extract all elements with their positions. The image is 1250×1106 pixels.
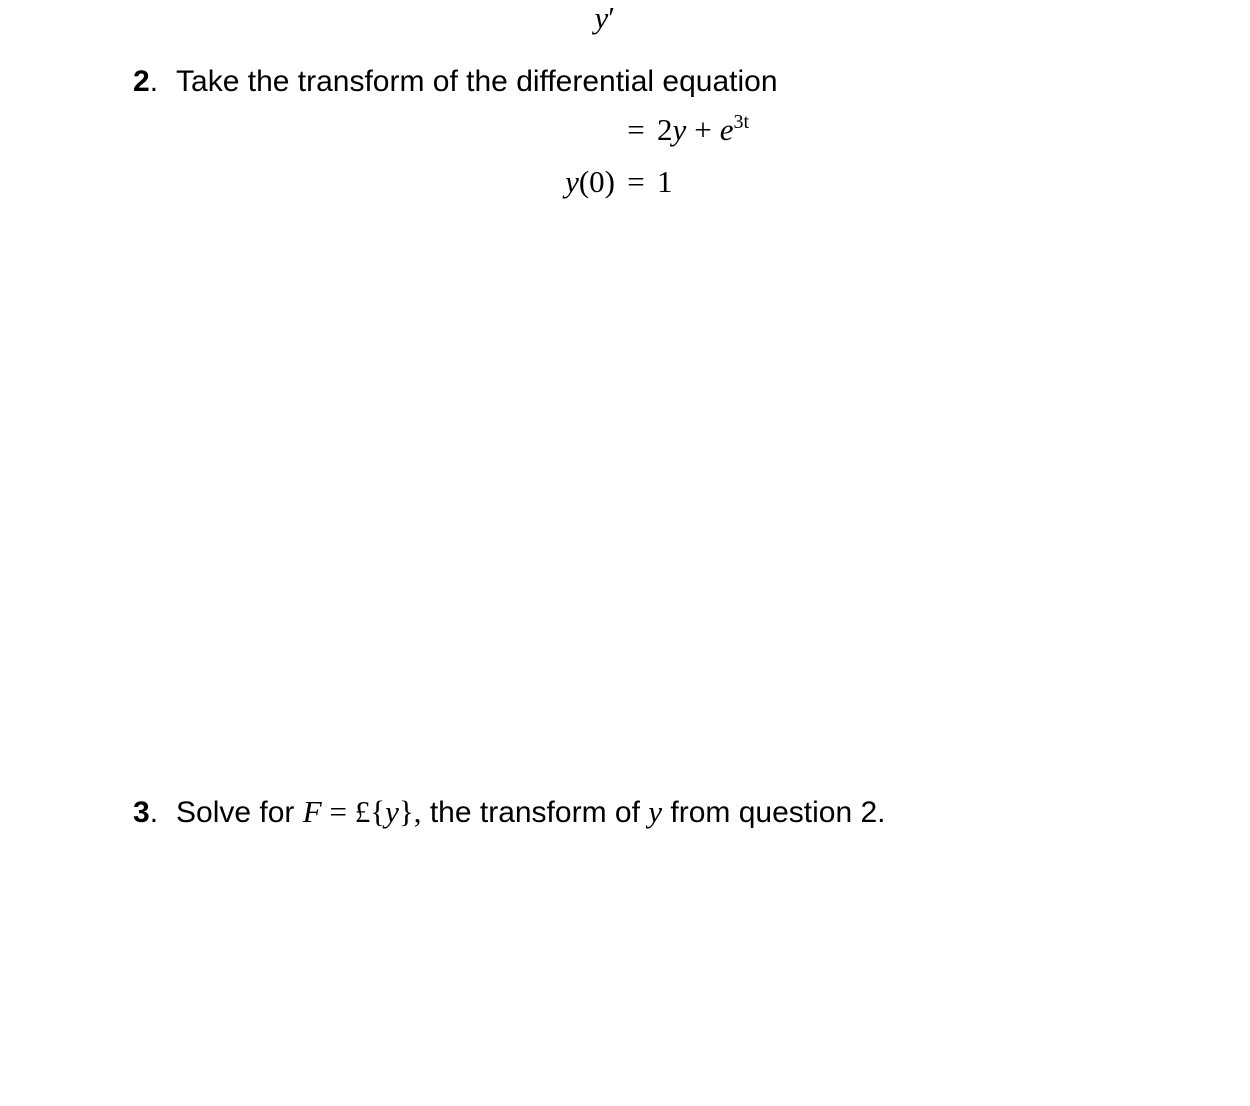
question-text: Take the transform of the differential equation bbox=[176, 65, 778, 98]
question-text-after: from question 2. bbox=[670, 796, 886, 829]
laplace-open: £{ bbox=[354, 794, 386, 829]
inline-math bbox=[648, 794, 662, 829]
var-y: y bbox=[385, 794, 399, 829]
equation-rhs bbox=[657, 164, 673, 200]
question-number-dot: . bbox=[149, 65, 159, 98]
question-2-prompt bbox=[133, 64, 778, 100]
var-y: y bbox=[594, 0, 609, 35]
question-text-middle: the transform of bbox=[429, 796, 640, 829]
transform-expression bbox=[303, 794, 422, 829]
var-y: y bbox=[648, 794, 663, 829]
lhs-rest: (0) bbox=[578, 164, 615, 199]
brace-close: }, bbox=[398, 794, 422, 829]
question-number: 3 bbox=[133, 796, 150, 829]
equals-sign: = bbox=[627, 112, 645, 147]
var-y: y bbox=[565, 164, 579, 199]
equation-lhs bbox=[455, 0, 615, 36]
equation-lhs bbox=[455, 164, 615, 200]
prime-mark: ′ bbox=[608, 0, 615, 35]
var-e: e bbox=[719, 112, 734, 147]
coefficient: 2 bbox=[657, 112, 673, 147]
exponent-text: 3t bbox=[733, 111, 750, 133]
equals-sign: = bbox=[627, 164, 645, 199]
var-y: y bbox=[672, 112, 687, 147]
equals-sign: = bbox=[329, 794, 347, 829]
constant: 1 bbox=[657, 164, 673, 199]
plus-sign: + bbox=[694, 112, 712, 147]
equation-rhs bbox=[657, 112, 749, 148]
exponent bbox=[734, 111, 750, 133]
question-3-prompt bbox=[133, 794, 886, 831]
question-text-before: Solve for bbox=[176, 796, 295, 829]
var-F: F bbox=[302, 794, 322, 829]
question-number: 2 bbox=[133, 65, 150, 98]
question-number-dot: . bbox=[149, 796, 159, 829]
